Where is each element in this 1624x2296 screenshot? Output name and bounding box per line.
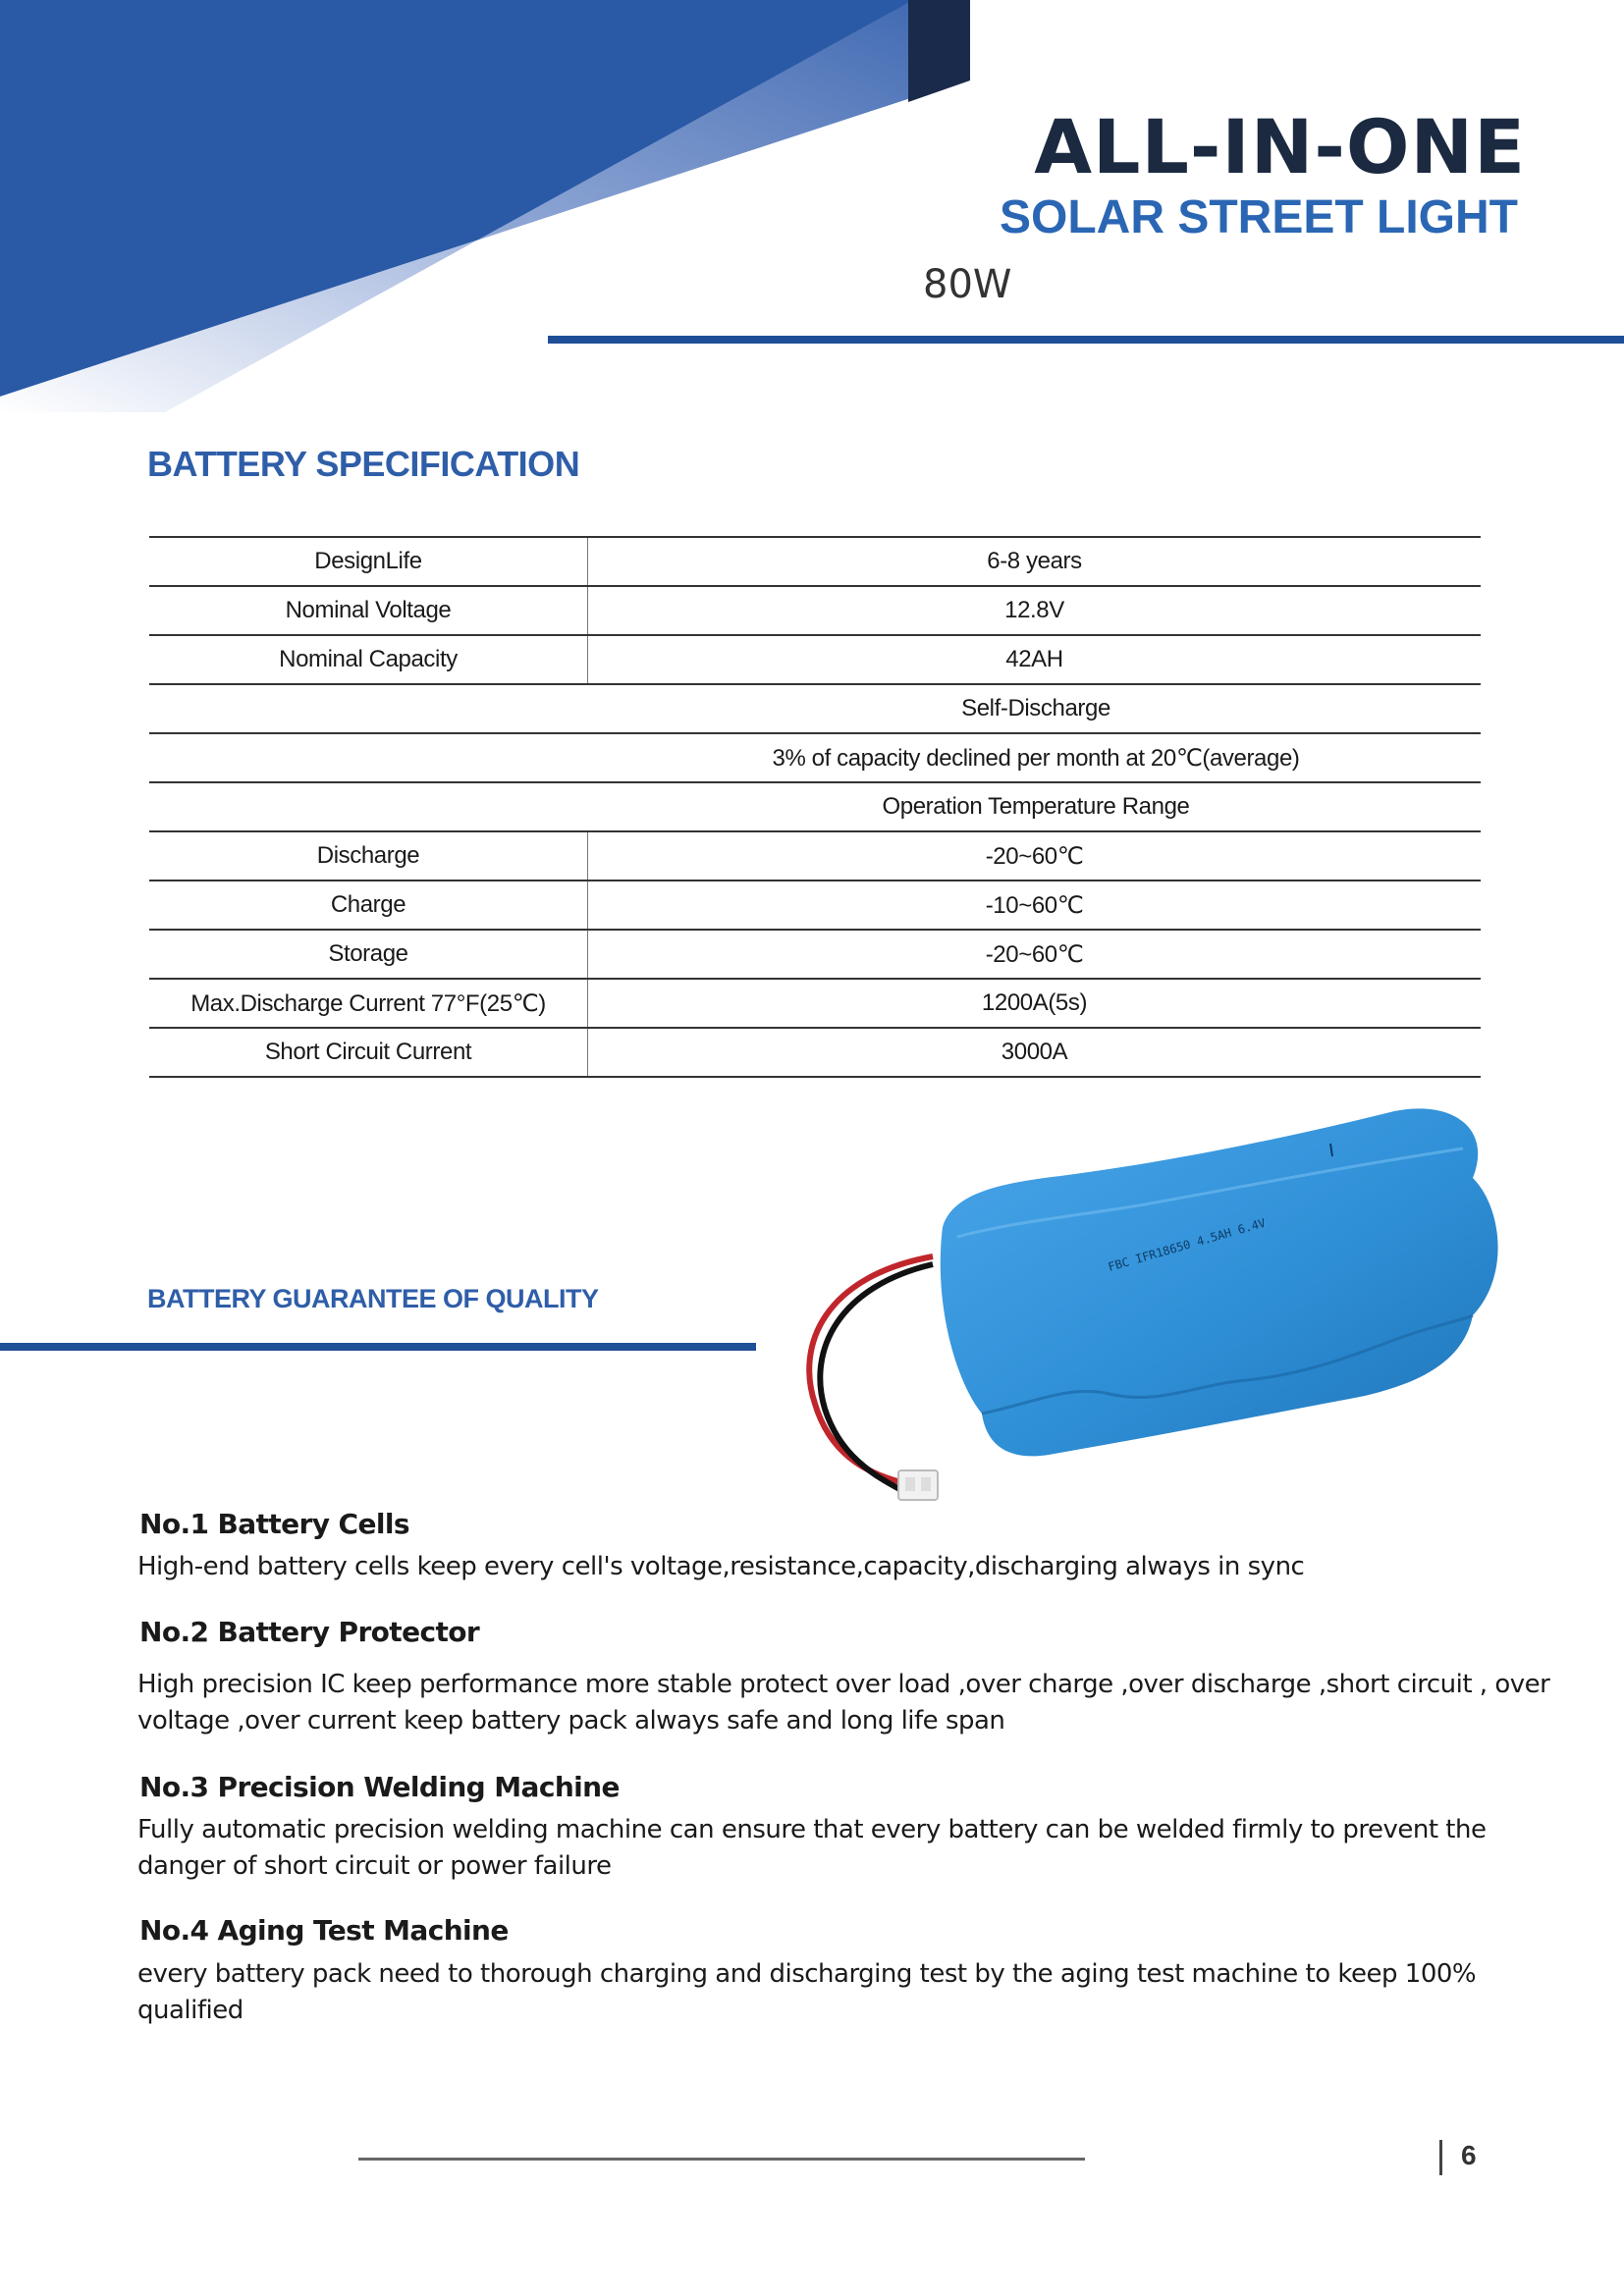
table-row: [149, 537, 1481, 586]
header-banner-graphic: [0, 0, 982, 412]
spec-key: Storage: [149, 930, 588, 979]
quality-divider: [0, 1343, 756, 1351]
table-row: [149, 930, 1481, 979]
quality-item-heading: No.2 Battery Protector: [139, 1616, 480, 1648]
spec-key: Charge: [149, 881, 588, 930]
spec-value: 12.8V: [588, 586, 1482, 635]
spec-group-heading: [149, 733, 1481, 782]
quality-item-text: High-end battery cells keep every cell's voltage,resistance,capacity,discharging always in sync: [137, 1552, 1305, 1581]
table-row: [149, 586, 1481, 635]
spec-value: 3% of capacity declined per month at 20℃(average): [772, 744, 1300, 772]
spec-value: 3000A: [588, 1028, 1482, 1077]
section-title-battery-spec: BATTERY SPECIFICATION: [147, 444, 580, 484]
table-row: [149, 782, 1481, 831]
spec-value: 6-8 years: [588, 537, 1482, 586]
spec-group-heading: [149, 782, 1481, 831]
battery-spec-table: [149, 536, 1481, 1078]
power-rating: 80W: [923, 262, 1012, 307]
table-row: [149, 684, 1481, 733]
spec-value: 1200A(5s): [588, 979, 1482, 1028]
spec-value: -20~60℃: [588, 930, 1482, 979]
spec-key: Discharge: [149, 831, 588, 881]
quality-item-text: High precision IC keep performance more stable protect over load ,over charge ,over discharge ,short circuit , over voltage ,over current keep battery pack always safe and long life span: [137, 1670, 1550, 1735]
table-row: [149, 733, 1481, 782]
spec-value: Operation Temperature Range: [882, 793, 1190, 820]
title-block: [1034, 103, 1526, 190]
table-row: [149, 979, 1481, 1028]
spec-value: 42AH: [588, 635, 1482, 684]
footer-divider: [358, 2158, 1085, 2161]
spec-key: DesignLife: [149, 537, 588, 586]
spec-key: Nominal Capacity: [149, 635, 588, 684]
quality-item-heading: No.3 Precision Welding Machine: [139, 1771, 620, 1803]
page-subtitle: SOLAR STREET LIGHT: [1000, 191, 1518, 243]
quality-item-text: every battery pack need to thorough charging and discharging test by the aging test machine to keep 100% qualified: [137, 1959, 1477, 2025]
table-row: [149, 881, 1481, 930]
spec-group-heading: [149, 684, 1481, 733]
table-row: [149, 635, 1481, 684]
table-row: [149, 1028, 1481, 1077]
header-divider: [548, 336, 1624, 344]
page-number: 6: [1461, 2140, 1477, 2170]
table-row: [149, 831, 1481, 881]
quality-item-text: Fully automatic precision welding machine can ensure that every battery can be welded firmly to prevent the danger of short circuit or power failure: [137, 1815, 1487, 1881]
quality-item-heading: No.1 Battery Cells: [139, 1508, 409, 1540]
section-title-quality: BATTERY GUARANTEE OF QUALITY: [147, 1284, 599, 1313]
spec-key: Nominal Voltage: [149, 586, 588, 635]
spec-key: Max.Discharge Current 77°F(25℃): [149, 979, 588, 1028]
spec-value: Self-Discharge: [961, 695, 1110, 721]
battery-pack-image: [785, 1090, 1512, 1522]
battery-label: FBC IFR18650 4.5AH 6.4V: [1106, 1215, 1268, 1274]
page-title: ALL-IN-ONE: [1034, 103, 1526, 190]
spec-value: -10~60℃: [588, 881, 1482, 930]
spec-key: Short Circuit Current: [149, 1028, 588, 1077]
quality-item-heading: No.4 Aging Test Machine: [139, 1914, 509, 1947]
page-number-separator: [1439, 2140, 1442, 2175]
spec-value: -20~60℃: [588, 831, 1482, 881]
